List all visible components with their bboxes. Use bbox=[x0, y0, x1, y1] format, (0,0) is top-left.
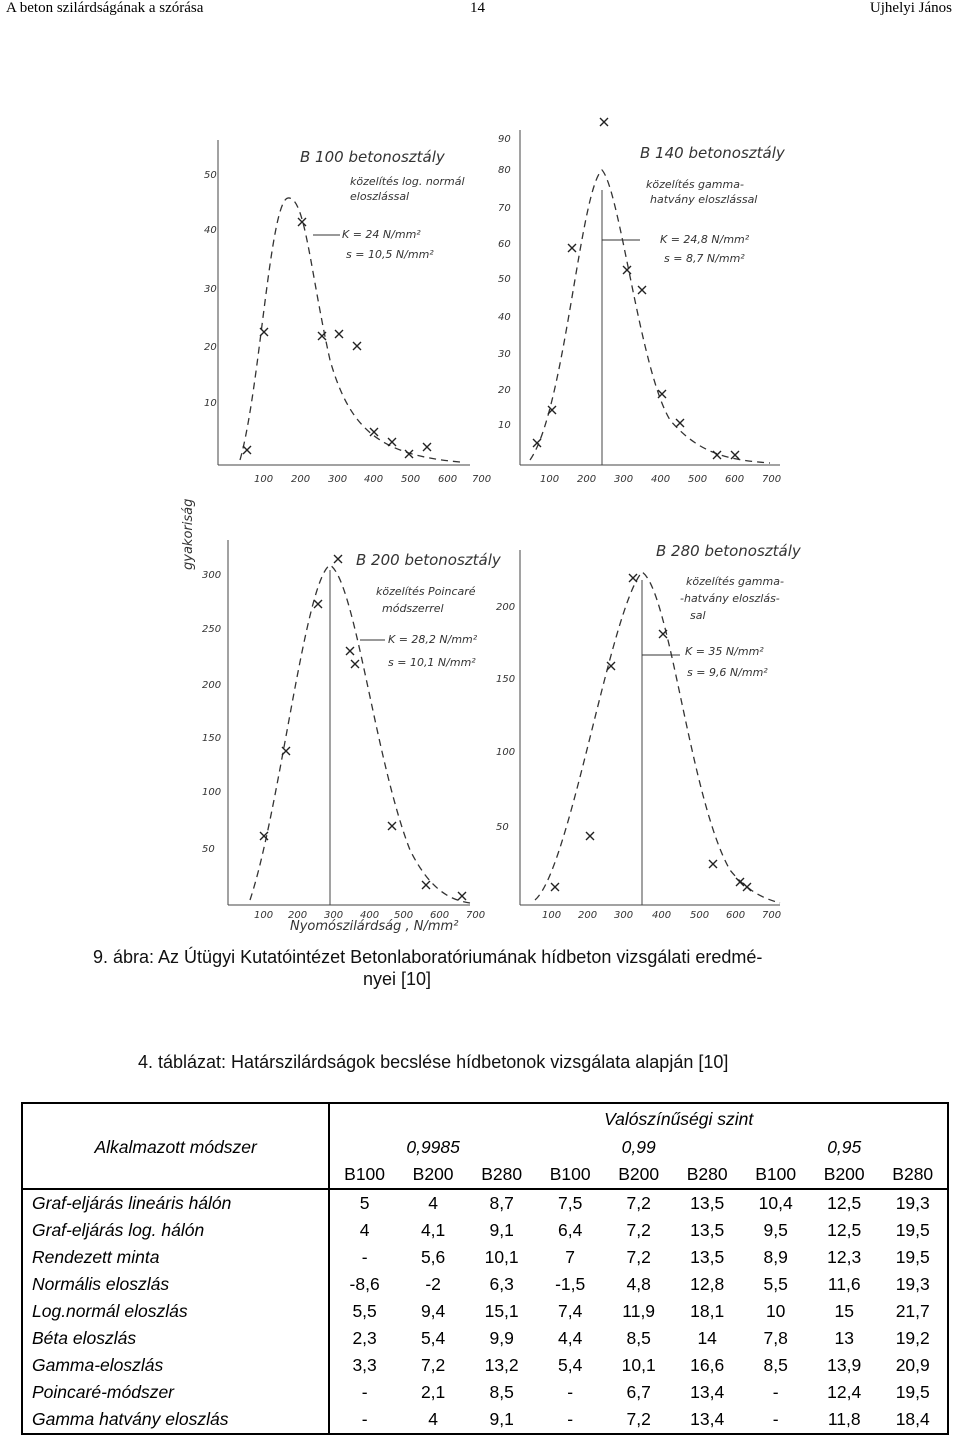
y-tick: 10 bbox=[204, 398, 217, 409]
x-tick: 300 bbox=[614, 474, 634, 485]
table-body bbox=[22, 1189, 948, 1434]
value-cell: 19,5 bbox=[895, 1382, 930, 1402]
y-tick: 90 bbox=[498, 134, 511, 145]
table-row bbox=[22, 1189, 948, 1217]
value-cell: 12,3 bbox=[827, 1247, 862, 1267]
value-cell: 10 bbox=[765, 1301, 786, 1321]
value-cell: - bbox=[329, 1244, 399, 1271]
y-tick: 100 bbox=[496, 747, 516, 758]
x-tick: 700 bbox=[762, 910, 782, 921]
x-tick: 200 bbox=[291, 474, 311, 485]
x-tick: 500 bbox=[690, 910, 710, 921]
value-cell: 9,4 bbox=[420, 1301, 446, 1321]
value-cell: 19,3 bbox=[895, 1274, 930, 1294]
value-cell: 2,3 bbox=[329, 1325, 399, 1352]
method-cell: Gamma hatvány eloszlás bbox=[32, 1409, 229, 1429]
table-row bbox=[22, 1352, 948, 1379]
y-tick: 50 bbox=[498, 274, 511, 285]
y-tick: 50 bbox=[204, 170, 217, 181]
x-tick: 600 bbox=[726, 910, 746, 921]
value-cell: 13,5 bbox=[690, 1220, 725, 1240]
class-header: B200 bbox=[810, 1161, 879, 1189]
panel-k: K = 35 N/mm² bbox=[685, 645, 764, 658]
table-row bbox=[22, 1298, 948, 1325]
x-tick: 300 bbox=[614, 910, 634, 921]
value-cell: - bbox=[772, 1382, 779, 1402]
class-header: B280 bbox=[878, 1161, 948, 1189]
value-cell: 10,4 bbox=[758, 1193, 793, 1213]
table-row bbox=[22, 1244, 948, 1271]
y-tick: 20 bbox=[204, 342, 217, 353]
panel-s: s = 10,1 N/mm² bbox=[388, 656, 476, 669]
value-cell: -1,5 bbox=[555, 1274, 586, 1294]
panel-note: -hatvány eloszlás- bbox=[680, 592, 780, 605]
y-tick: 200 bbox=[496, 602, 516, 613]
value-cell: 9,5 bbox=[763, 1220, 788, 1240]
y-tick: 50 bbox=[496, 822, 509, 833]
value-cell: 13,5 bbox=[690, 1193, 725, 1213]
page-header bbox=[0, 0, 960, 22]
y-tick: 10 bbox=[498, 420, 511, 431]
value-cell: 19,3 bbox=[895, 1193, 930, 1213]
value-cell: -8,6 bbox=[329, 1271, 399, 1298]
group-header: Valószínűségi szint bbox=[329, 1103, 948, 1134]
method-cell: Graf-eljárás lineáris hálón bbox=[32, 1193, 232, 1213]
table-row bbox=[22, 1406, 948, 1434]
value-cell: 6,7 bbox=[626, 1382, 651, 1402]
value-cell: - bbox=[567, 1382, 574, 1402]
x-tick: 300 bbox=[324, 910, 344, 921]
value-cell: - bbox=[329, 1379, 399, 1406]
table-row bbox=[22, 1325, 948, 1352]
value-cell: 5 bbox=[329, 1189, 399, 1217]
panel-k: K = 28,2 N/mm² bbox=[388, 633, 478, 646]
value-cell: 2,1 bbox=[420, 1382, 446, 1402]
value-cell: - bbox=[772, 1409, 779, 1429]
value-cell: - bbox=[567, 1409, 574, 1429]
value-cell: 4,8 bbox=[626, 1274, 651, 1294]
value-cell: 12,8 bbox=[690, 1274, 725, 1294]
y-tick: 150 bbox=[496, 674, 516, 685]
panel-k: K = 24,8 N/mm² bbox=[660, 233, 750, 246]
x-tick: 400 bbox=[364, 474, 384, 485]
value-cell: 9,9 bbox=[489, 1328, 514, 1348]
figure-hand-drawn-distributions bbox=[170, 110, 810, 940]
panel-note: módszerrel bbox=[382, 602, 444, 615]
running-title: A beton szilárdságának a szórása bbox=[6, 0, 204, 16]
y-tick: 30 bbox=[498, 349, 511, 360]
value-cell: 5,5 bbox=[329, 1298, 399, 1325]
panel-b280 bbox=[496, 542, 802, 921]
y-tick: 100 bbox=[202, 787, 222, 798]
value-cell: 7,2 bbox=[626, 1409, 651, 1429]
value-cell: 9,1 bbox=[489, 1409, 514, 1429]
y-axis-label: gyakoriság bbox=[181, 498, 196, 570]
x-tick: 400 bbox=[651, 474, 671, 485]
x-tick: 500 bbox=[401, 474, 421, 485]
y-tick: 300 bbox=[202, 570, 222, 581]
value-cell: 8,7 bbox=[489, 1193, 514, 1213]
value-cell: 8,9 bbox=[763, 1247, 788, 1267]
x-tick: 700 bbox=[762, 474, 782, 485]
value-cell: 9,1 bbox=[489, 1220, 514, 1240]
value-cell: 7,8 bbox=[763, 1328, 788, 1348]
value-cell: 7,2 bbox=[626, 1220, 651, 1240]
x-tick: 200 bbox=[577, 474, 597, 485]
value-cell: 7,2 bbox=[626, 1247, 651, 1267]
value-cell: 15,1 bbox=[484, 1301, 519, 1321]
value-cell: 13 bbox=[834, 1328, 854, 1348]
table-title: 4. táblázat: Határszilárdságok becslése hídbetonok vizsgálata alapján [10] bbox=[138, 1052, 729, 1072]
x-tick: 600 bbox=[438, 474, 458, 485]
class-header: B200 bbox=[604, 1161, 673, 1189]
value-cell: 18,1 bbox=[690, 1301, 725, 1321]
y-tick: 20 bbox=[498, 385, 511, 396]
value-cell: 4 bbox=[329, 1217, 399, 1244]
level-header: 0,99 bbox=[621, 1137, 656, 1157]
x-tick: 400 bbox=[360, 910, 380, 921]
value-cell: 5,4 bbox=[557, 1355, 583, 1375]
x-tick: 500 bbox=[394, 910, 414, 921]
table-row bbox=[22, 1379, 948, 1406]
value-cell: 8,5 bbox=[763, 1355, 788, 1375]
x-tick: 200 bbox=[288, 910, 308, 921]
class-header: B100 bbox=[329, 1161, 399, 1189]
figure-caption bbox=[93, 946, 883, 990]
value-cell: 5,6 bbox=[420, 1247, 446, 1267]
value-cell: 3,3 bbox=[329, 1352, 399, 1379]
value-cell: 13,9 bbox=[827, 1355, 862, 1375]
value-cell: 4 bbox=[428, 1409, 438, 1429]
value-cell: 16,6 bbox=[690, 1355, 725, 1375]
y-tick: 150 bbox=[202, 733, 222, 744]
y-tick: 200 bbox=[202, 680, 222, 691]
panel-b200 bbox=[202, 551, 502, 921]
panel-note: közelítés gamma- bbox=[646, 178, 744, 191]
panel-note: közelítés gamma- bbox=[686, 575, 784, 588]
panel-title: B 280 betonosztály bbox=[656, 542, 801, 560]
value-cell: 4,1 bbox=[420, 1220, 446, 1240]
panel-note: sal bbox=[690, 609, 706, 622]
y-tick: 30 bbox=[204, 284, 217, 295]
x-tick: 200 bbox=[578, 910, 598, 921]
panel-note: eloszlással bbox=[350, 190, 410, 203]
level-header: 0,95 bbox=[827, 1137, 862, 1157]
value-cell: 13,4 bbox=[690, 1409, 725, 1429]
class-header: B280 bbox=[673, 1161, 742, 1189]
x-tick: 700 bbox=[466, 910, 486, 921]
panel-b140 bbox=[498, 134, 786, 485]
class-header: B280 bbox=[467, 1161, 536, 1189]
y-tick: 70 bbox=[498, 203, 511, 214]
level-header: 0,9985 bbox=[329, 1134, 536, 1161]
value-cell: -2 bbox=[425, 1274, 441, 1294]
panel-title: B 200 betonosztály bbox=[356, 551, 501, 569]
value-cell: - bbox=[329, 1406, 399, 1434]
class-header: B100 bbox=[741, 1161, 810, 1189]
panel-note: közelítés log. normál bbox=[350, 175, 465, 188]
value-cell: 19,5 bbox=[895, 1220, 930, 1240]
x-tick: 600 bbox=[430, 910, 450, 921]
value-cell: 21,7 bbox=[895, 1301, 930, 1321]
value-cell: 13,4 bbox=[690, 1382, 725, 1402]
value-cell: 7,2 bbox=[626, 1193, 651, 1213]
value-cell: 11,6 bbox=[827, 1274, 861, 1294]
panel-k: K = 24 N/mm² bbox=[342, 228, 421, 241]
value-cell: 13,5 bbox=[690, 1247, 725, 1267]
y-tick: 80 bbox=[498, 165, 511, 176]
panel-note: hatvány eloszlással bbox=[650, 193, 758, 206]
table-row bbox=[22, 1217, 948, 1244]
y-tick: 60 bbox=[498, 239, 511, 250]
value-cell: 13,2 bbox=[484, 1355, 519, 1375]
value-cell: 20,9 bbox=[895, 1355, 930, 1375]
value-cell: 12,5 bbox=[827, 1220, 862, 1240]
value-cell: 4,4 bbox=[557, 1328, 583, 1348]
y-tick: 40 bbox=[498, 312, 511, 323]
x-tick: 700 bbox=[472, 474, 492, 485]
panel-title: B 140 betonosztály bbox=[640, 144, 785, 162]
method-cell: Graf-eljárás log. hálón bbox=[32, 1220, 205, 1240]
x-tick: 300 bbox=[328, 474, 348, 485]
value-cell: 6,3 bbox=[489, 1274, 514, 1294]
method-header: Alkalmazott módszer bbox=[94, 1137, 257, 1157]
value-cell: 7,2 bbox=[420, 1355, 446, 1375]
value-cell: 12,5 bbox=[827, 1193, 862, 1213]
value-cell: 10,1 bbox=[484, 1247, 519, 1267]
value-cell: 10,1 bbox=[621, 1355, 656, 1375]
page-number: 14 bbox=[470, 0, 485, 16]
method-cell: Normális eloszlás bbox=[32, 1274, 170, 1294]
method-cell: Gamma-eloszlás bbox=[32, 1355, 164, 1375]
x-tick: 100 bbox=[542, 910, 562, 921]
value-cell: 19,2 bbox=[895, 1328, 930, 1348]
value-cell: 5,4 bbox=[420, 1328, 446, 1348]
value-cell: 7,4 bbox=[557, 1301, 583, 1321]
method-cell: Poincaré-módszer bbox=[32, 1382, 174, 1402]
value-cell: 6,4 bbox=[557, 1220, 583, 1240]
x-tick: 500 bbox=[688, 474, 708, 485]
value-cell: 15 bbox=[834, 1301, 854, 1321]
strength-estimate-table bbox=[21, 1102, 949, 1435]
x-tick: 100 bbox=[540, 474, 560, 485]
panel-note: közelítés Poincaré bbox=[376, 585, 476, 598]
value-cell: 14 bbox=[697, 1328, 717, 1348]
x-axis-label: Nyomószilárdság , N/mm² bbox=[290, 919, 459, 934]
value-cell: 4 bbox=[428, 1193, 438, 1213]
value-cell: 8,5 bbox=[626, 1328, 651, 1348]
value-cell: 12,4 bbox=[827, 1382, 862, 1402]
value-cell: 7 bbox=[565, 1247, 576, 1267]
value-cell: 19,5 bbox=[895, 1247, 930, 1267]
table-row bbox=[22, 1271, 948, 1298]
value-cell: 5,5 bbox=[763, 1274, 788, 1294]
value-cell: 8,5 bbox=[489, 1382, 514, 1402]
caption-line-1: 9. ábra: Az Útügyi Kutatóintézet Betonlaboratóriumának hídbeton vizsgálati eredmé- bbox=[93, 947, 763, 967]
caption-line-2: nyei [10] bbox=[363, 969, 432, 989]
method-cell: Béta eloszlás bbox=[32, 1328, 137, 1348]
panel-s: s = 9,6 N/mm² bbox=[687, 666, 768, 679]
value-cell: 18,4 bbox=[895, 1409, 930, 1429]
panel-title: B 100 betonosztály bbox=[300, 148, 445, 166]
x-tick: 600 bbox=[725, 474, 745, 485]
class-header: B100 bbox=[536, 1161, 605, 1189]
x-tick: 100 bbox=[254, 910, 274, 921]
class-header: B200 bbox=[399, 1161, 468, 1189]
x-tick: 400 bbox=[652, 910, 672, 921]
method-cell: Rendezett minta bbox=[32, 1247, 160, 1267]
x-tick: 100 bbox=[254, 474, 274, 485]
method-cell: Log.normál eloszlás bbox=[32, 1301, 188, 1321]
y-tick: 50 bbox=[202, 844, 215, 855]
author-name: Ujhelyi János bbox=[869, 0, 952, 16]
panel-s: s = 8,7 N/mm² bbox=[664, 252, 745, 265]
y-tick: 250 bbox=[202, 624, 222, 635]
y-tick: 40 bbox=[204, 225, 217, 236]
panel-s: s = 10,5 N/mm² bbox=[346, 248, 434, 261]
value-cell: 7,5 bbox=[557, 1193, 583, 1213]
value-cell: 11,8 bbox=[827, 1409, 861, 1429]
value-cell: 11,9 bbox=[622, 1301, 656, 1321]
panel-b100 bbox=[204, 148, 491, 485]
